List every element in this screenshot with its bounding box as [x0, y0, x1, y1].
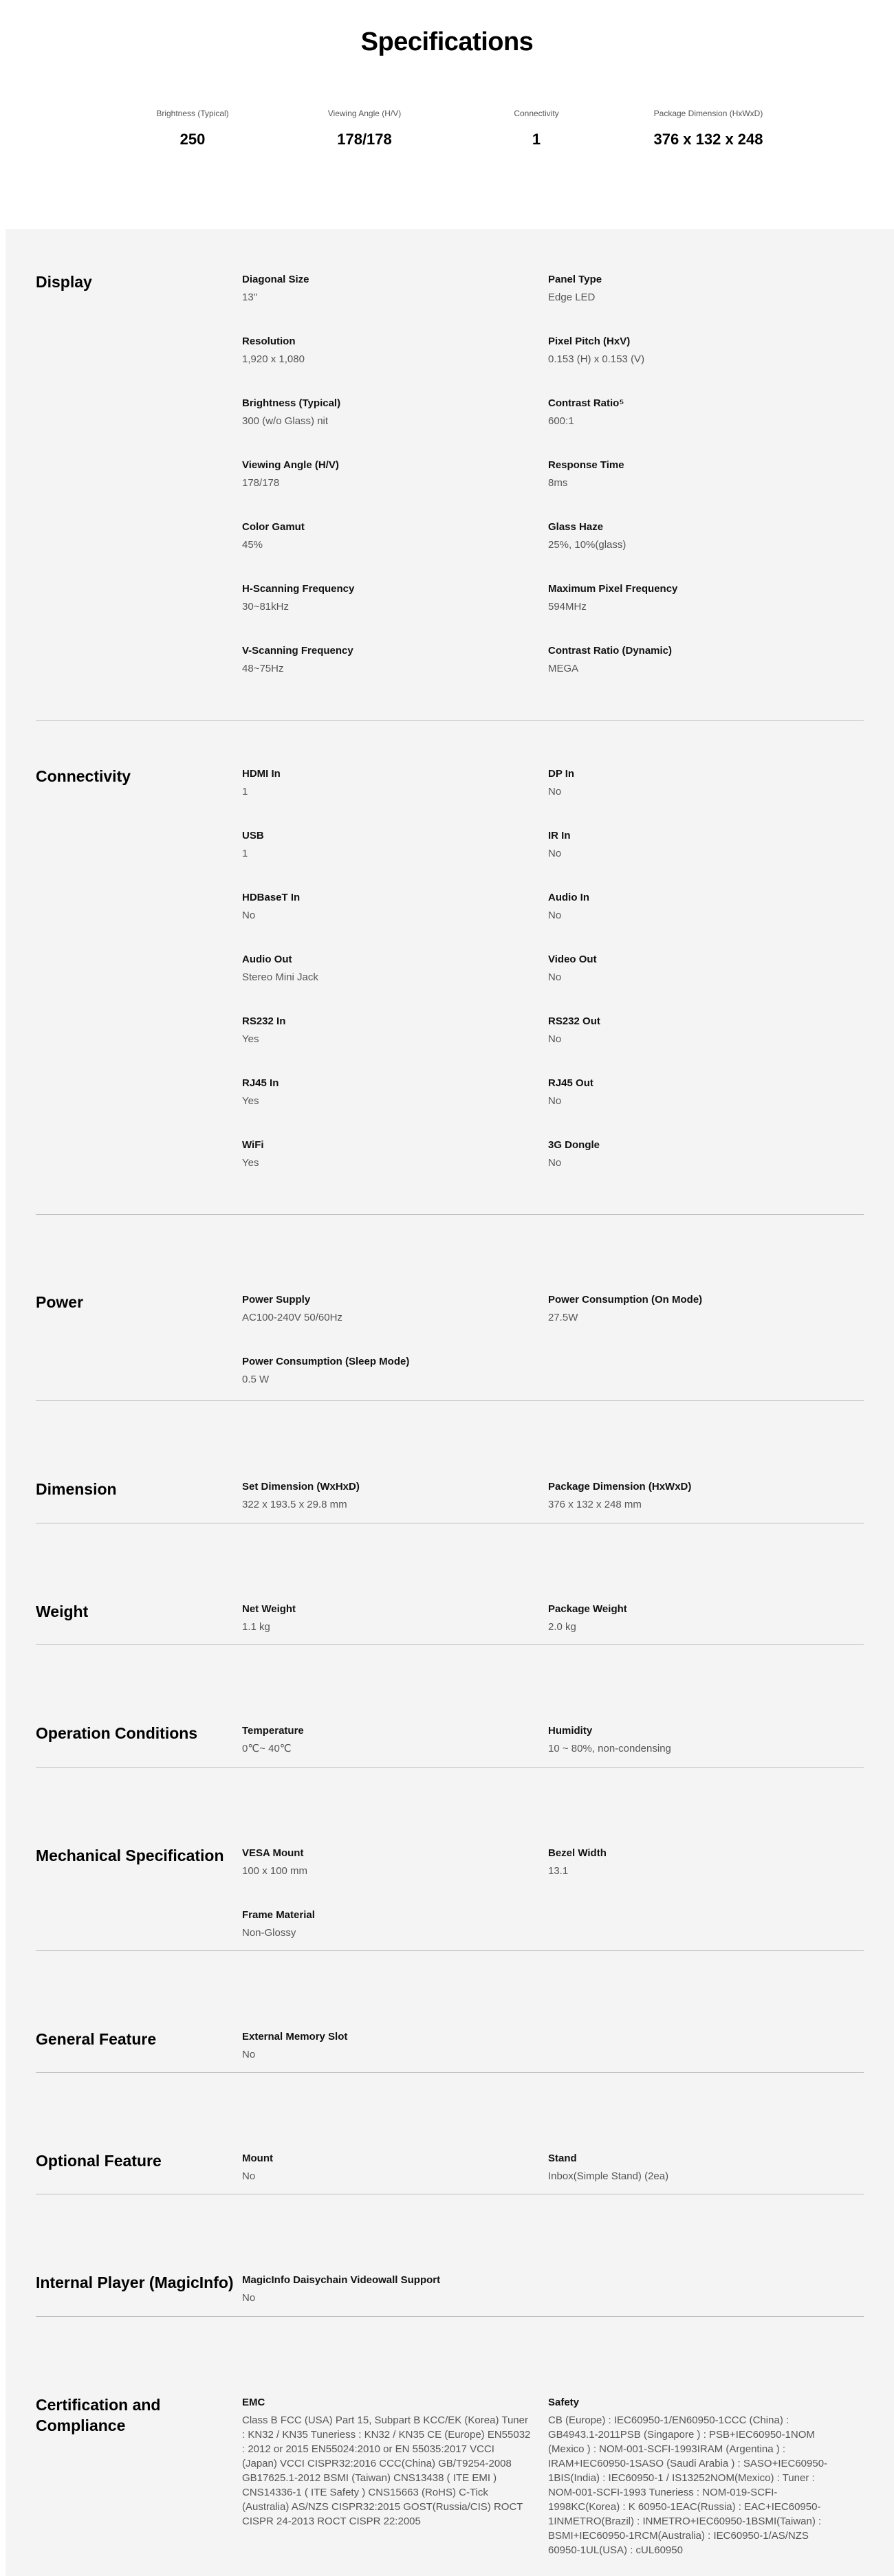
spec-label: Mount: [242, 2153, 273, 2164]
spec-item: [242, 335, 531, 366]
spec-item: [548, 1724, 837, 1756]
spec-item: [242, 273, 531, 305]
key-spec-label: Connectivity: [514, 109, 559, 118]
spec-value: 0℃~ 40℃: [242, 1743, 292, 1754]
section-title: Internal Player (MagicInfo): [36, 2274, 234, 2291]
spec-label: Maximum Pixel Frequency: [548, 583, 678, 595]
key-spec-item: [107, 109, 279, 148]
key-spec-value: 376 x 132 x 248: [653, 131, 763, 148]
spec-item: [242, 2274, 531, 2305]
spec-item: [242, 1077, 531, 1108]
spec-value: 178/178: [242, 477, 280, 489]
spec-label: Pixel Pitch (HxV): [548, 335, 631, 347]
spec-item: [548, 397, 837, 428]
spec-label: Audio Out: [242, 954, 292, 965]
spec-item: [548, 891, 837, 923]
spec-item: [548, 644, 837, 676]
spec-item: [242, 582, 531, 614]
spec-value: No: [548, 971, 562, 983]
spec-item: [242, 2396, 531, 2529]
spec-value: 10 ~ 80%, non-condensing: [548, 1743, 671, 1754]
spec-value: 300 (w/o Glass) nit: [242, 415, 329, 427]
spec-label: Video Out: [548, 954, 597, 965]
spec-label: Package Dimension (HxWxD): [548, 1481, 692, 1493]
spec-item: [548, 953, 837, 984]
section-divider: [36, 1950, 864, 1951]
spec-value: 1: [242, 786, 248, 797]
spec-item: [242, 829, 531, 861]
spec-value: No: [548, 1157, 562, 1169]
spec-value: 13.1: [548, 1865, 569, 1877]
spec-item: [242, 2030, 531, 2062]
section-title: Dimension: [36, 1480, 117, 1498]
section-divider: [36, 2072, 864, 2073]
spec-value: Edge LED: [548, 291, 596, 303]
page-title: Specifications: [360, 27, 534, 56]
spec-label: RS232 Out: [548, 1015, 600, 1027]
spec-item: [242, 1847, 531, 1878]
spec-label: HDBaseT In: [242, 892, 301, 903]
spec-value: No: [242, 2170, 256, 2182]
spec-label: Audio In: [548, 892, 589, 903]
spec-label: Panel Type: [548, 274, 602, 285]
spec-label: Contrast Ratio (Dynamic): [548, 645, 673, 657]
section-title: Display: [36, 273, 92, 291]
spec-item: [242, 1355, 531, 1387]
key-spec-label: Package Dimension (HxWxD): [653, 109, 763, 118]
section-title: Operation Conditions: [36, 1724, 198, 1742]
spec-item: [548, 1138, 837, 1170]
spec-label: VESA Mount: [242, 1847, 304, 1859]
spec-value: 600:1: [548, 415, 574, 427]
spec-item: [242, 1603, 531, 1634]
spec-value: Yes: [242, 1033, 259, 1045]
spec-item: [548, 1480, 837, 1512]
spec-value: Stereo Mini Jack: [242, 971, 318, 983]
spec-label: Stand: [548, 2153, 577, 2164]
spec-label: IR In: [548, 830, 571, 841]
section-divider: [36, 1214, 864, 1215]
spec-label: Glass Haze: [548, 521, 604, 533]
specifications-header: [0, 0, 894, 229]
key-specs-bar: [107, 109, 794, 148]
spec-label: RJ45 Out: [548, 1077, 593, 1089]
spec-value: No: [548, 786, 562, 797]
section-divider: [36, 720, 864, 721]
spec-item: [548, 459, 837, 490]
spec-item: [548, 273, 837, 305]
spec-value: No: [548, 848, 562, 859]
spec-value: 25%, 10%(glass): [548, 539, 626, 551]
spec-value: CB (Europe) : IEC60950-1/EN60950-1CCC (China) : GB4943.1-2011PSB (Singapore ) : PSB+IEC60950-1NOM (Mexico ) : NOM-001-SCFI-1993IRAM (Argentina ) : IRAM+IEC60950-1SASO (Saudi Arabia ) : SASO+IEC60950-1BIS(India) : IEC60950-1 / IS13252NOM(Mexico) : Tuner : NOM-001-SCFI-1993 Tuneriess : NOM-019-SCFI-1998KC(Korea) : K 60950-1EAC(Russia) : EAC+IEC60950-1INMETRO(Brazil) : INMETRO+IEC60950-1BSMI(Taiwan) : BSMI+IEC60950-1RCM(Australia) : IEC60950-1/AS/NZS 60950-1UL(USA) : cUL60950: [548, 2414, 828, 2556]
spec-item: [242, 767, 531, 799]
spec-label: External Memory Slot: [242, 2031, 348, 2043]
section-title: Certification and Compliance: [36, 2396, 161, 2434]
spec-value: Inbox(Simple Stand) (2ea): [548, 2170, 669, 2182]
key-spec-item: [450, 109, 622, 148]
spec-item: [242, 953, 531, 984]
spec-label: Safety: [548, 2397, 580, 2408]
spec-label: MagicInfo Daisychain Videowall Support: [242, 2274, 441, 2286]
section-divider: [36, 1400, 864, 1401]
spec-value: Non-Glossy: [242, 1927, 296, 1939]
spec-item: [548, 1293, 837, 1325]
spec-item: [242, 1293, 531, 1325]
spec-item: [548, 1603, 837, 1634]
section-title: Weight: [36, 1603, 89, 1620]
spec-value: 8ms: [548, 477, 568, 489]
section-title: General Feature: [36, 2030, 157, 2048]
spec-label: Humidity: [548, 1725, 593, 1737]
spec-value: No: [242, 910, 256, 921]
spec-item: [242, 1480, 531, 1512]
spec-label: WiFi: [242, 1139, 264, 1151]
spec-value: 0.5 W: [242, 1374, 270, 1385]
spec-label: 3G Dongle: [548, 1139, 600, 1151]
key-spec-item: [622, 109, 794, 148]
spec-item: [548, 520, 837, 552]
spec-label: Viewing Angle (H/V): [242, 459, 339, 471]
section-divider: [36, 2316, 864, 2317]
section-title: Power: [36, 1293, 84, 1311]
spec-value: Yes: [242, 1157, 259, 1169]
spec-label: Temperature: [242, 1725, 304, 1737]
spec-item: [548, 1077, 837, 1108]
spec-label: RJ45 In: [242, 1077, 279, 1089]
spec-label: DP In: [548, 768, 575, 780]
spec-value: Yes: [242, 1095, 259, 1107]
spec-item: [548, 1847, 837, 1878]
spec-item: [242, 1015, 531, 1046]
section-divider: [36, 1644, 864, 1645]
key-spec-value: 250: [179, 131, 206, 148]
spec-label: Brightness (Typical): [242, 397, 341, 409]
key-spec-label: Brightness (Typical): [156, 109, 229, 118]
spec-item: [242, 1138, 531, 1170]
spec-value: 594MHz: [548, 601, 587, 613]
key-spec-label: Viewing Angle (H/V): [327, 109, 402, 118]
spec-label: Color Gamut: [242, 521, 305, 533]
spec-label: Net Weight: [242, 1603, 296, 1615]
spec-item: [242, 520, 531, 552]
spec-value: 1.1 kg: [242, 1621, 270, 1633]
spec-label: Diagonal Size: [242, 274, 309, 285]
spec-value: 100 x 100 mm: [242, 1865, 308, 1877]
spec-item: [548, 582, 837, 614]
spec-value: No: [242, 2049, 256, 2060]
spec-label: Bezel Width: [548, 1847, 607, 1859]
spec-value: 1: [242, 848, 248, 859]
spec-label: H-Scanning Frequency: [242, 583, 355, 595]
spec-label: RS232 In: [242, 1015, 286, 1027]
spec-value: 27.5W: [548, 1312, 578, 1323]
spec-value: No: [548, 910, 562, 921]
spec-value: No: [242, 2292, 256, 2304]
spec-item: [242, 1908, 531, 1940]
spec-label: Package Weight: [548, 1603, 627, 1615]
key-spec-value: 178/178: [337, 131, 392, 148]
spec-item: [242, 459, 531, 490]
spec-label: Set Dimension (WxHxD): [242, 1481, 360, 1493]
spec-item: [242, 1724, 531, 1756]
section-title: Optional Feature: [36, 2152, 162, 2170]
key-spec-value: 1: [532, 131, 541, 148]
spec-value: 2.0 kg: [548, 1621, 576, 1633]
spec-value: 1,920 x 1,080: [242, 353, 305, 365]
spec-label: Power Supply: [242, 1294, 311, 1306]
spec-label: Resolution: [242, 335, 296, 347]
spec-value: No: [548, 1095, 562, 1107]
spec-value: No: [548, 1033, 562, 1045]
spec-label: Power Consumption (On Mode): [548, 1294, 703, 1306]
spec-label: Power Consumption (Sleep Mode): [242, 1356, 410, 1367]
key-spec-item: [279, 109, 450, 148]
spec-value: 13": [242, 291, 258, 303]
spec-value: 48~75Hz: [242, 663, 284, 674]
spec-value: 376 x 132 x 248 mm: [548, 1499, 642, 1510]
spec-label: USB: [242, 830, 264, 841]
spec-item: [548, 1015, 837, 1046]
spec-value: AC100-240V 50/60Hz: [242, 1312, 342, 1323]
spec-value: 30~81kHz: [242, 601, 289, 613]
spec-table: [6, 229, 894, 2576]
spec-label: Response Time: [548, 459, 624, 471]
spec-item: [548, 335, 837, 366]
spec-label: Contrast Ratio⁵: [548, 397, 624, 409]
spec-value: MEGA: [548, 663, 579, 674]
spec-label: EMC: [242, 2397, 265, 2408]
spec-item: [548, 767, 837, 799]
spec-item: [242, 644, 531, 676]
spec-item: [242, 397, 531, 428]
spec-label: Frame Material: [242, 1909, 315, 1921]
spec-item: [548, 2152, 837, 2183]
spec-item: [548, 829, 837, 861]
spec-item: [242, 891, 531, 923]
section-divider: [36, 1767, 864, 1768]
section-title: Connectivity: [36, 767, 131, 785]
spec-label: HDMI In: [242, 768, 281, 780]
spec-value: 0.153 (H) x 0.153 (V): [548, 353, 645, 365]
section-title: Mechanical Specification: [36, 1847, 224, 1864]
spec-item: [548, 2396, 837, 2557]
spec-label: V-Scanning Frequency: [242, 645, 353, 657]
spec-item: [242, 2152, 531, 2183]
spec-value: 322 x 193.5 x 29.8 mm: [242, 1499, 347, 1510]
spec-value: Class B FCC (USA) Part 15, Subpart B KCC/EK (Korea) Tuner : KN32 / KN35 Tuneriess : KN32 / KN35 CE (Europe) EN55032 : 2012 or 2015 EN55024:2010 or EN 55035:2017 VCCI (Japan) VCCI CISPR32:2016 CCC(China) GB/T9254-2008 GB17625.1-2012 BSMI (Taiwan) CNS13438 ( ITE EMI ) CNS14336-1 ( ITE Safety ) CNS15663 (RoHS) C-Tick (Australia) AS/NZS CISPR32:2015 GOST(Russia/CIS) ROCT CISPR 24-2013 ROCT CISPR 22:2005: [242, 2414, 531, 2527]
spec-value: 45%: [242, 539, 263, 551]
